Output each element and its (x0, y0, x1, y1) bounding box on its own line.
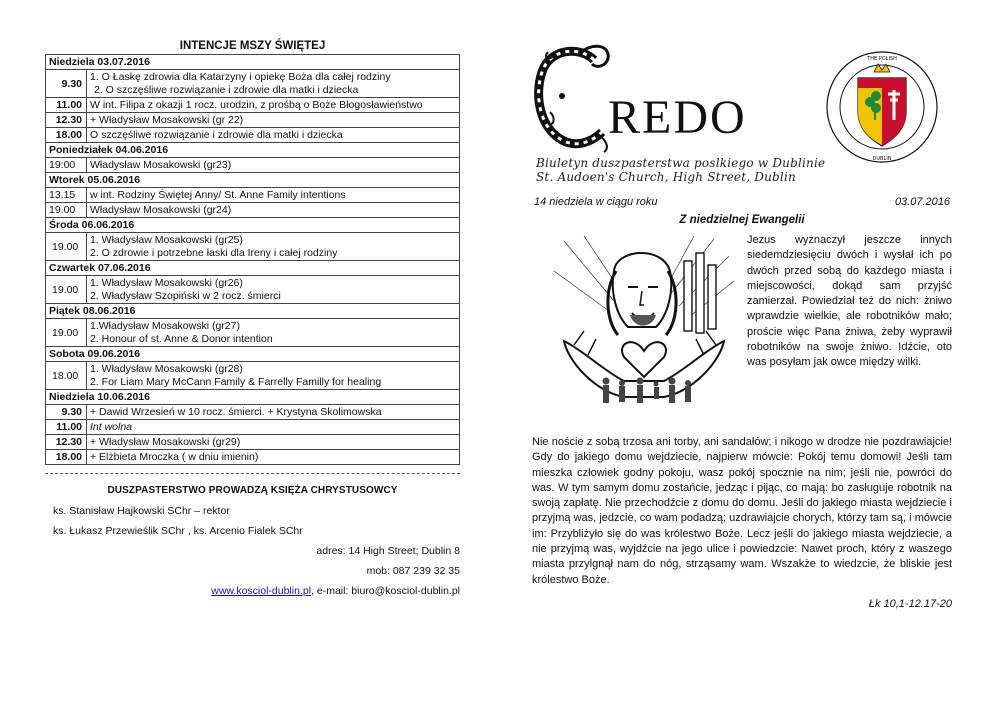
intention-line: + Elżbieta Mroczka ( w dniu imienin) (90, 451, 259, 463)
intention-text (87, 276, 460, 304)
issue-date: 03.07.2016 (894, 196, 950, 208)
intention-text (87, 435, 460, 450)
day-label: Poniedziałek 04.06.2016 (46, 143, 460, 158)
day-header-row (46, 347, 460, 362)
mass-time: 9.30 (46, 70, 87, 98)
mass-time: 19:00 (46, 158, 87, 173)
day-label: Niedziela 10.06.2016 (46, 390, 460, 405)
mass-time: 19.00 (46, 203, 87, 218)
intention-text (87, 188, 460, 203)
day-label: Środa 06.06.2016 (46, 218, 460, 233)
intention-row (46, 188, 460, 203)
mass-time: 18.00 (46, 362, 87, 390)
clergy-rector: ks. Stanisław Hajkowski SChr – rektor (53, 505, 230, 517)
intention-text (87, 319, 460, 347)
clergy-priests: ks. Łukasz Przewieślik SChr , ks. Arcenio Fialek SChr (53, 525, 303, 537)
svg-text:DUBLIN: DUBLIN (872, 156, 892, 162)
mass-time: 19.00 (46, 233, 87, 261)
mass-time: 19.00 (46, 319, 87, 347)
intention-line: 2. For Liam Mary McCann Family & Farrelly Familly for healing (90, 376, 382, 388)
chaplaincy-emblem-icon (822, 50, 942, 165)
intention-text (87, 405, 460, 420)
intention-row (46, 405, 460, 420)
day-label: Piątek 08.06.2016 (46, 304, 460, 319)
intention-row (46, 98, 460, 113)
contact-info (45, 545, 460, 598)
intention-text (87, 70, 460, 98)
intentions-title: INTENCJE MSZY ŚWIĘTEJ (179, 40, 326, 52)
intention-line: 1. Władysław Mosakowski (gr28) (90, 363, 243, 375)
intention-text (87, 233, 460, 261)
intention-row (46, 233, 460, 261)
credo-ornate-c-logo (532, 42, 614, 154)
bulletin-column (532, 40, 952, 610)
intention-text (87, 158, 460, 173)
intention-line: + Dawid Wrzesień w 10 rocz. śmierci. + Krystyna Skolimowska (90, 406, 382, 418)
intention-line: 2. O szczęśliwe rozwiązanie i zdrowie dla matki i dziecka (94, 84, 359, 96)
day-header-row (46, 218, 460, 233)
mass-time: 19.00 (46, 276, 87, 304)
intention-line: + Władysław Mosakowski (gr 22) (90, 114, 244, 126)
intention-row (46, 113, 460, 128)
intention-row (46, 362, 460, 390)
intention-line: + Władysław Mosakowski (gr29) (90, 436, 241, 448)
day-label: Niedziela 03.07.2016 (46, 55, 460, 70)
gospel-citation: Łk 10,1-12.17-20 (868, 597, 952, 610)
mass-intentions-column (45, 40, 460, 605)
day-label: Sobota 09.06.2016 (46, 347, 460, 362)
intention-text (87, 203, 460, 218)
intention-line: 1. Władysław Mosakowski (gr25) (90, 234, 243, 246)
day-label: Czwartek 07.06.2016 (46, 261, 460, 276)
intention-text (87, 98, 460, 113)
intention-line: 1. Władysław Mosakowski (gr26) (90, 277, 243, 289)
intention-text (87, 362, 460, 390)
intention-text (87, 420, 460, 435)
intention-row (46, 319, 460, 347)
day-header-row (46, 55, 460, 70)
intention-text (87, 128, 460, 143)
intention-row (46, 70, 460, 98)
mass-time: 11.00 (46, 98, 87, 113)
mass-time: 12.30 (46, 113, 87, 128)
intention-line: W int. Filipa z okazji 1 rocz. urodzin, z prośbą o Boże Błogosławieństwo (90, 99, 423, 111)
intention-text (87, 450, 460, 465)
intention-row (46, 420, 460, 435)
intention-line: Władysław Mosakowski (gr23) (90, 159, 232, 171)
day-header-row (46, 261, 460, 276)
intention-row (46, 450, 460, 465)
gospel-text-part-2: Nie noście z sobą trzosa ani torby, ani sandałów; i nikogo w drodze nie pozdrawiajcie! Gdy do jakiego domu wejdziecie, najpierw mówcie: Pokój temu domowi! Jeśli tam mieszka człowiek godny pokoju, wasz pokój spocznie na nim; jeśli nie, powróci do was. W tym samym domu zostańcie, jedząc i pijąc, co mają: bo zasługuje robotnik na swoją zapłatę. Nie przechodźcie z domu do domu. Jeśli do jakiego miasta wejdziecie i przyjmą was, jedzcie, co wam podadzą; uzdrawiajcie chorych, którzy tam są, i mówcie im: Przybliżyło się do was królestwo Boże. Lecz jeśli do jakiego miasta wejdziecie, a nie przyjmą was, wyjdźcie na jego ulice i powiedzcie: Nawet proch, który z waszego miasta przylgnął nam do nóg, strząsamy wam. Wszakże to wiedzcie, że bliskie jest królestwo Boże. (532, 436, 952, 586)
credo-title: REDO (608, 91, 747, 144)
day-header-row (46, 143, 460, 158)
mass-time: 18.00 (46, 450, 87, 465)
web-and-email (45, 585, 460, 598)
gospel-with-illustration (532, 231, 952, 431)
intention-line: 2. Władysław Szopiński w 2 rocz. śmierci (90, 290, 281, 302)
jesus-hands-heart-illustration (544, 231, 744, 416)
mass-time: 9.30 (46, 405, 87, 420)
subtitle-line-2: St. Audoen's Church, High Street, Dublin (536, 170, 796, 184)
masthead-subtitle (536, 156, 825, 184)
intention-line: 2. O zdrowie i potrzebne łaski dla Ireny i całej rodziny (90, 247, 338, 259)
address: adres: 14 High Street; Dublin 8 (316, 545, 460, 557)
intention-line: Władysław Mosakowski (gr24) (90, 204, 232, 216)
intention-row (46, 276, 460, 304)
intention-line: Int wolna (90, 421, 133, 433)
intention-line: 1.Władysław Mosakowski (gr27) (90, 320, 240, 332)
svg-text:THE POLISH: THE POLISH (867, 56, 897, 62)
intention-row (46, 203, 460, 218)
intention-line: O szczęśliwe rozwiązanie i zdrowie dla matki i dziecka (90, 129, 343, 141)
day-header-row (46, 390, 460, 405)
day-header-row (46, 173, 460, 188)
mass-time: 11.00 (46, 420, 87, 435)
email-text: , e-mail: biuro@kosciol-dublin.pl (311, 585, 460, 597)
website-link[interactable]: www.kosciol-dublin.pl (211, 585, 312, 597)
gospel-text-part-1: Jezus wyznaczył jeszcze innych siedemdziesięciu dwóch i wysłał ich po dwóch przed sobą do każdego miasta i miejscowości, dokąd sam przyjść zamierzał. Powiedział też do nich: żniwo wprawdzie wielkie, ale robotników mało; proście więc Pana żniwa, żeby wyprawił robotników na swoje żniwo. Idźcie, oto was posyłam jak owce między wilki. (747, 234, 952, 369)
intention-row (46, 435, 460, 450)
masthead (532, 40, 952, 190)
intention-text (87, 113, 460, 128)
mass-time: 13.15 (46, 188, 87, 203)
gospel-section-title: Z niedzielnej Ewangelii (679, 214, 805, 226)
mass-time: 18.00 (46, 128, 87, 143)
separator-dashes (45, 473, 460, 474)
clergy-list (45, 505, 460, 538)
phone: mob: 087 239 32 35 (366, 565, 460, 577)
sunday-label: 14 niedziela w ciągu roku (534, 196, 658, 208)
intention-line: 1. O Łaskę zdrowia dla Katarzyny i opiekę Boża dla całej rodziny (90, 71, 391, 83)
clergy-title: DUSZPASTERSTWO PROWADZĄ KSIĘŻA CHRYSTUSOWCY (107, 485, 398, 496)
day-header-row (46, 304, 460, 319)
day-label: Wtorek 05.06.2016 (46, 173, 460, 188)
dateline (532, 196, 952, 208)
intention-row (46, 128, 460, 143)
intention-line: w int. Rodziny Świętej Anny/ St. Anne Family intentions (90, 189, 346, 201)
intention-line: 2. Honour of st. Anne & Donor intention (90, 333, 273, 345)
mass-time: 12.30 (46, 435, 87, 450)
subtitle-line-1: Biuletyn duszpasterstwa poslkiego w Dublinie (536, 156, 826, 170)
mass-intentions-table (45, 54, 460, 465)
intention-row (46, 158, 460, 173)
